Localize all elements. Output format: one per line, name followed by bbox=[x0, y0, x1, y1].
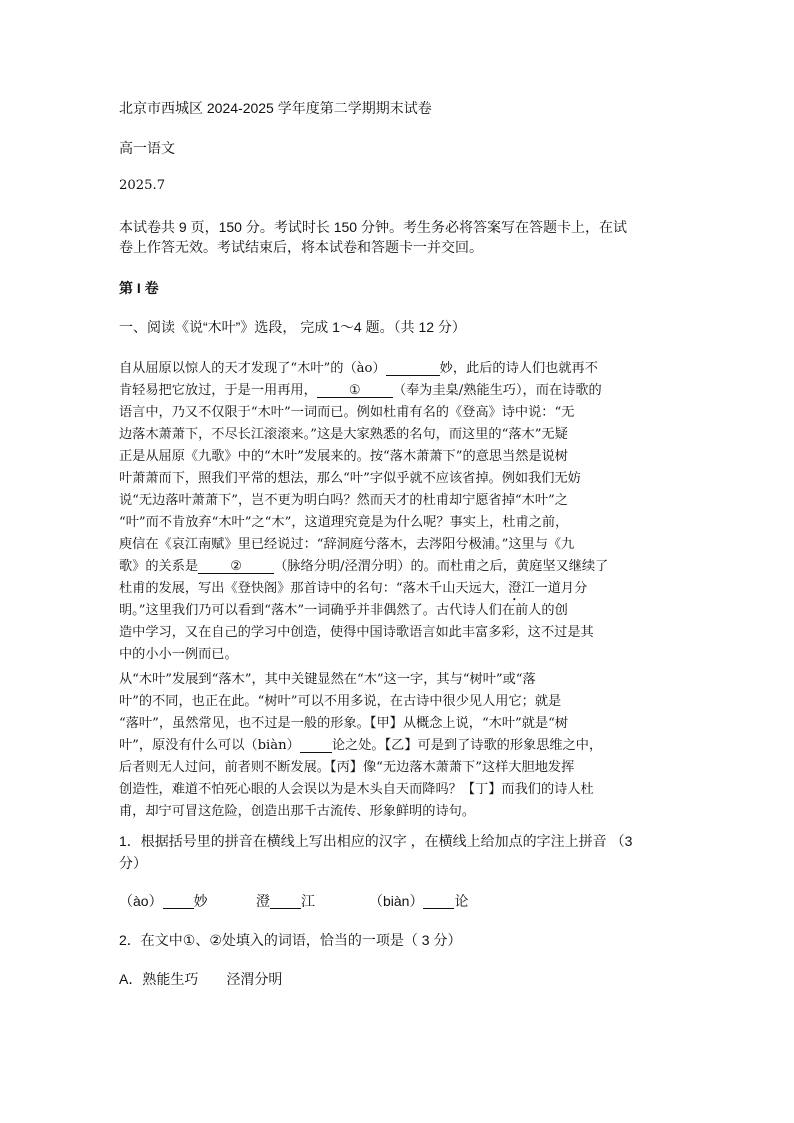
passage2-line: “落叶”，虽然常见，也不过是一般的形象。【甲】从概念上说，“木叶”就是“树 bbox=[119, 716, 569, 731]
passage1-line: 语言中，乃又不仅限于“木叶”一词而已。例如杜甫有名的《登高》诗中说：“无 bbox=[119, 405, 575, 420]
dotted-character: 澄 bbox=[508, 581, 522, 596]
passage1-line: 歌》的关系是 ② （脉络分明/泾渭分明）的。而杜甫之后，黄庭坚又继续了 bbox=[119, 559, 609, 574]
part1-heading: 一、阅读《说“木叶”》选段， 完成 1～4 题。（共 12 分） bbox=[119, 319, 466, 335]
passage1-line: 庾信在《哀江南赋》里已经说过：“辞洞庭兮落木，去涔阳兮极浦。”这里与《九 bbox=[119, 537, 575, 552]
passage1-line: 正是从屈原《九歌》中的“木叶”发展来的。按“落木萧萧下”的意思当然是说树 bbox=[119, 449, 568, 464]
passage2-line: 甫，却宁可冒这危险，创造出那千古流传、形象鲜明的诗句。 bbox=[119, 804, 476, 819]
passage1-line: 说“无边落叶萧萧下”，岂不更为明白吗？然而天才的杜甫却宁愿省掉“木叶”之 bbox=[119, 493, 568, 508]
exam-title: 北京市西城区 2024-2025 学年度第二学期期末试卷 bbox=[119, 100, 432, 116]
blank-2: ② bbox=[198, 560, 274, 574]
passage2-line: 叶”的不同，也正在此。“树叶”可以不用多说，在古诗中很少见人用它；就是 bbox=[119, 694, 562, 709]
subject-label: 高一语文 bbox=[119, 140, 175, 156]
passage2-line: 创造性，难道不怕死心眼的人会误以为是木头自天而降吗？【丁】而我们的诗人杜 bbox=[119, 782, 594, 797]
passage2-line: 叶”，原没有什么可以（biàn） 论之处。【乙】可是到了诗歌的形象思维之中， bbox=[119, 738, 603, 753]
passage1-line: 中的小小一例而已。 bbox=[119, 647, 238, 662]
passage1-line: 杜甫的发展，写出《登快阁》那首诗中的名句：“落木千山天远大，澄江一道月分 bbox=[119, 581, 588, 596]
question-1-stem-cont: 分） bbox=[119, 855, 147, 871]
answer-blank-a[interactable] bbox=[163, 894, 194, 909]
question-1-stem: 1．根据括号里的拼音在横线上写出相应的汉字 ，在横线上给加点的字注上拼音 （3 bbox=[119, 833, 633, 849]
q1-item-b: 澄 江 bbox=[256, 893, 315, 909]
question-2-stem: 2．在文中①、②处填入的词语，恰当的一项是（ 3 分） bbox=[119, 932, 462, 948]
answer-blank-c[interactable] bbox=[423, 894, 454, 909]
passage1-line: 肯轻易把它放过，于是一用再用， ① （奉为圭臬/熟能生巧），而在诗歌的 bbox=[119, 383, 602, 398]
exam-date: 2025.7 bbox=[119, 178, 166, 193]
q1-item-a: （ào） 妙 bbox=[119, 893, 208, 909]
passage1-line: 造中学习，又在自己的学习中创造，使得中国诗歌语言如此丰富多彩，这不过是其 bbox=[119, 625, 594, 640]
passage1-line: “叶”而不肯放弃“木叶”之“木”，这道理究竟是为什么呢？事实上，杜甫之前， bbox=[119, 515, 569, 530]
passage2-line: 从“木叶”发展到“落木”，其中关键显然在“木”这一字，其与“树叶”或“落 bbox=[119, 672, 536, 687]
passage1-line: 边落木萧萧下，不尽长江滚滚来。”这是大家熟悉的名句，而这里的“落木”无疑 bbox=[119, 427, 568, 442]
q1-item-c: （biàn） 论 bbox=[369, 893, 469, 909]
passage1-line: 叶萧萧而下，照我们平常的想法，那么“叶”字似乎就不应该省掉。例如我们无妨 bbox=[119, 471, 581, 486]
blank-1: ① bbox=[317, 384, 393, 398]
answer-blank-b[interactable] bbox=[270, 894, 301, 909]
notice-line-1: 本试卷共 9 页，150 分。考试时长 150 分钟。考生务必将答案写在答题卡上，在试 bbox=[119, 219, 627, 235]
section-title: 第 I 卷 bbox=[119, 280, 159, 296]
passage1-line: 自从屈原以惊人的天才发现了“木叶”的（ào） 妙，此后的诗人们也就再不 bbox=[119, 361, 598, 376]
passage2-line: 后者则无人过问，前者则不断发展。【丙】像“无边落木萧萧下”这样大胆地发挥 bbox=[119, 760, 575, 775]
q2-option-a[interactable]: A．熟能生巧 泾渭分明 bbox=[119, 971, 283, 987]
passage1-line: 明。”这里我们乃可以看到“落木”一词确乎并非偶然了。古代诗人们在前人的创 bbox=[119, 603, 568, 618]
notice-line-2: 卷上作答无效。考试结束后，将本试卷和答题卡一并交回。 bbox=[119, 239, 483, 255]
